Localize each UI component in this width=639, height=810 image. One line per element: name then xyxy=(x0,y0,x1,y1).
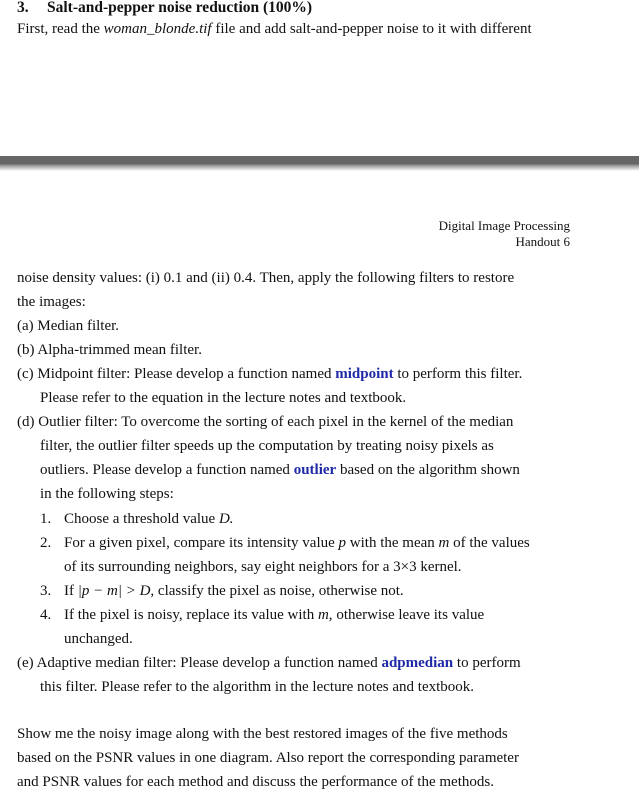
item-d-cont: in the following steps: xyxy=(40,486,174,502)
step-number: 4. xyxy=(40,607,52,623)
step-4-cont: unchanged. xyxy=(64,631,133,647)
item-b: (b) Alpha-trimmed mean filter. xyxy=(17,342,202,358)
step-4: If the pixel is noisy, replace its value with m, otherwise leave its value xyxy=(64,607,485,623)
body-line: the images: xyxy=(17,294,86,310)
final-paragraph-line: and PSNR values for each method and discuss the performance of the methods. xyxy=(17,774,494,790)
item-c: (c) Midpoint filter: Please develop a function named midpoint to perform this filter. xyxy=(17,366,523,382)
section-number: 3. xyxy=(17,0,29,16)
final-paragraph-line: based on the PSNR values in one diagram. Also report the corresponding parameter xyxy=(17,750,519,766)
item-d-cont: filter, the outlier filter speeds up the computation by treating noisy pixels as xyxy=(40,438,494,454)
keyword-midpoint: midpoint xyxy=(335,366,394,382)
item-e-cont: this filter. Please refer to the algorithm in the lecture notes and textbook. xyxy=(40,679,475,695)
section-heading xyxy=(17,0,312,17)
header-course: Digital Image Processing xyxy=(438,218,570,233)
step-2: For a given pixel, compare its intensity value p with the mean m of the values xyxy=(64,535,530,551)
page-break-divider xyxy=(0,156,639,171)
step-1: Choose a threshold value D. xyxy=(64,511,234,527)
filename: woman_blonde.tif xyxy=(103,21,212,37)
step-2-cont: of its surrounding neighbors, say eight neighbors for a 3×3 kernel. xyxy=(64,559,462,575)
keyword-adpmedian: adpmedian xyxy=(381,655,454,671)
step-3: If |p − m| > D, classify the pixel as noise, otherwise not. xyxy=(64,583,404,599)
step-number: 3. xyxy=(40,583,52,599)
step-number: 2. xyxy=(40,535,52,551)
header-handout: Handout 6 xyxy=(515,234,570,249)
item-d-cont: outliers. Please develop a function named outlier based on the algorithm shown xyxy=(40,462,520,478)
keyword-outlier: outlier xyxy=(293,462,337,478)
item-d: (d) Outlier filter: To overcome the sorting of each pixel in the kernel of the median xyxy=(17,414,514,430)
step-number: 1. xyxy=(40,511,52,527)
item-a: (a) Median filter. xyxy=(17,318,120,334)
section-title: Salt-and-pepper noise reduction (100%) xyxy=(47,0,313,16)
body-line: noise density values: (i) 0.1 and (ii) 0.4. Then, apply the following filters to restore xyxy=(17,270,515,286)
math-expression: |p − m| > D xyxy=(77,583,151,599)
intro-line: First, read the woman_blonde.tif file and add salt-and-pepper noise to it with different xyxy=(17,21,532,37)
final-paragraph-line: Show me the noisy image along with the best restored images of the five methods xyxy=(17,726,508,742)
item-e: (e) Adaptive median filter: Please develop a function named adpmedian to perform xyxy=(17,655,521,671)
item-c-cont: Please refer to the equation in the lecture notes and textbook. xyxy=(40,390,407,406)
